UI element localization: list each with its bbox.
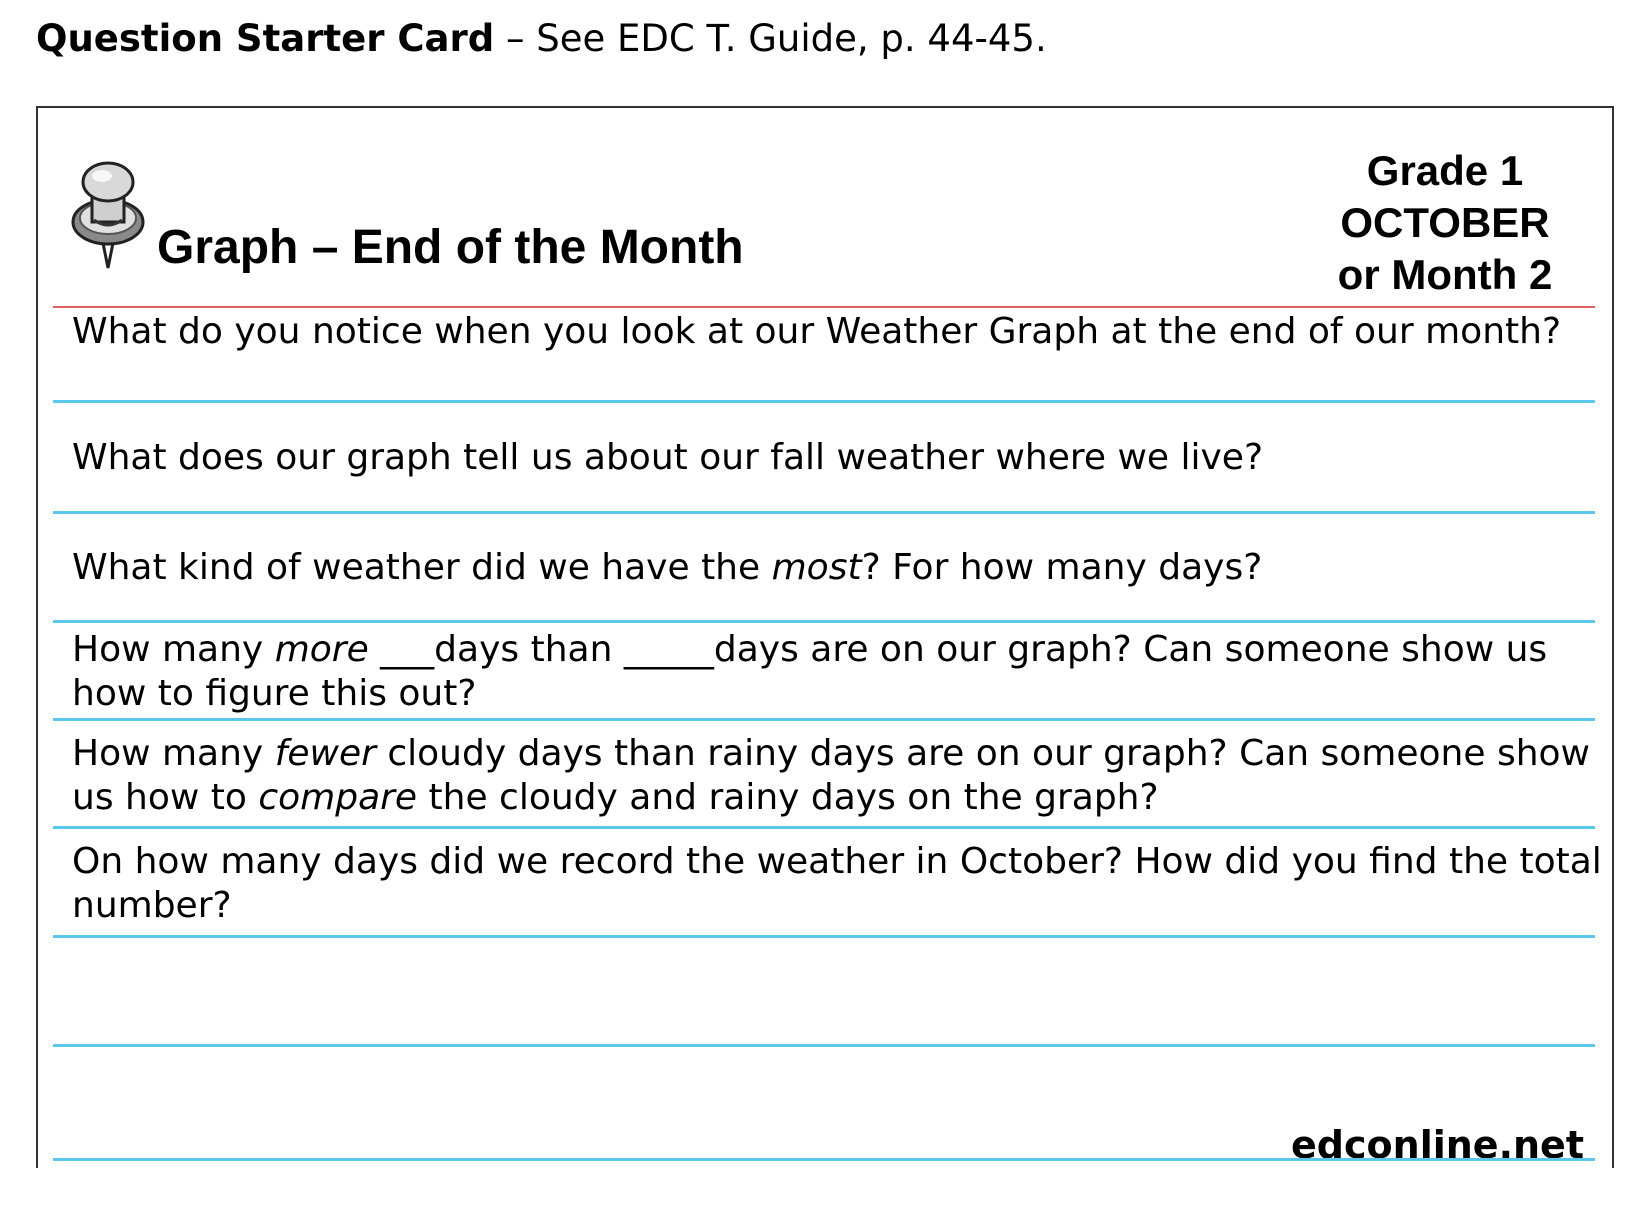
emphasis-word: fewer — [274, 733, 376, 774]
emphasis-word: most — [771, 547, 862, 588]
grade-line: Grade 1 — [1366, 147, 1524, 194]
question-divider — [53, 400, 1595, 403]
footer-website: edconline.net — [1291, 1123, 1584, 1167]
question-divider — [53, 718, 1595, 721]
question-3: What kind of weather did we have the most? For how many days? — [72, 547, 1263, 588]
heading-subtitle: – See EDC T. Guide, p. 44-45. — [494, 17, 1047, 60]
emphasis-word: more — [274, 629, 369, 670]
heading-title: Question Starter Card — [36, 17, 495, 60]
grade-label — [1300, 145, 1590, 301]
question-5: How many fewer cloudy days than rainy days are on our graph? Can someone show us how to compare the cloudy and rainy days on the graph? — [72, 733, 1590, 818]
blank-divider — [53, 1044, 1595, 1047]
question-4: How many more ___days than _____days are on our graph? Can someone show us how to figure this out? — [72, 629, 1548, 714]
question-1: What do you notice when you look at our Weather Graph at the end of our month? — [72, 311, 1562, 352]
bottom-divider — [53, 1158, 1595, 1161]
question-divider — [53, 935, 1595, 938]
question-divider — [53, 620, 1595, 623]
question-2: What does our graph tell us about our fall weather where we live? — [72, 437, 1264, 478]
question-6: On how many days did we record the weather in October? How did you find the total number? — [72, 841, 1602, 926]
document-heading — [36, 14, 1047, 64]
card-title: Graph – End of the Month — [157, 221, 744, 274]
question-divider — [53, 826, 1595, 829]
month-line: OCTOBER — [1340, 199, 1550, 246]
month-alt-line: or Month 2 — [1337, 251, 1553, 298]
pushpin-icon — [68, 160, 146, 272]
emphasis-word: compare — [258, 777, 418, 818]
question-divider — [53, 511, 1595, 514]
header-divider — [53, 306, 1595, 308]
